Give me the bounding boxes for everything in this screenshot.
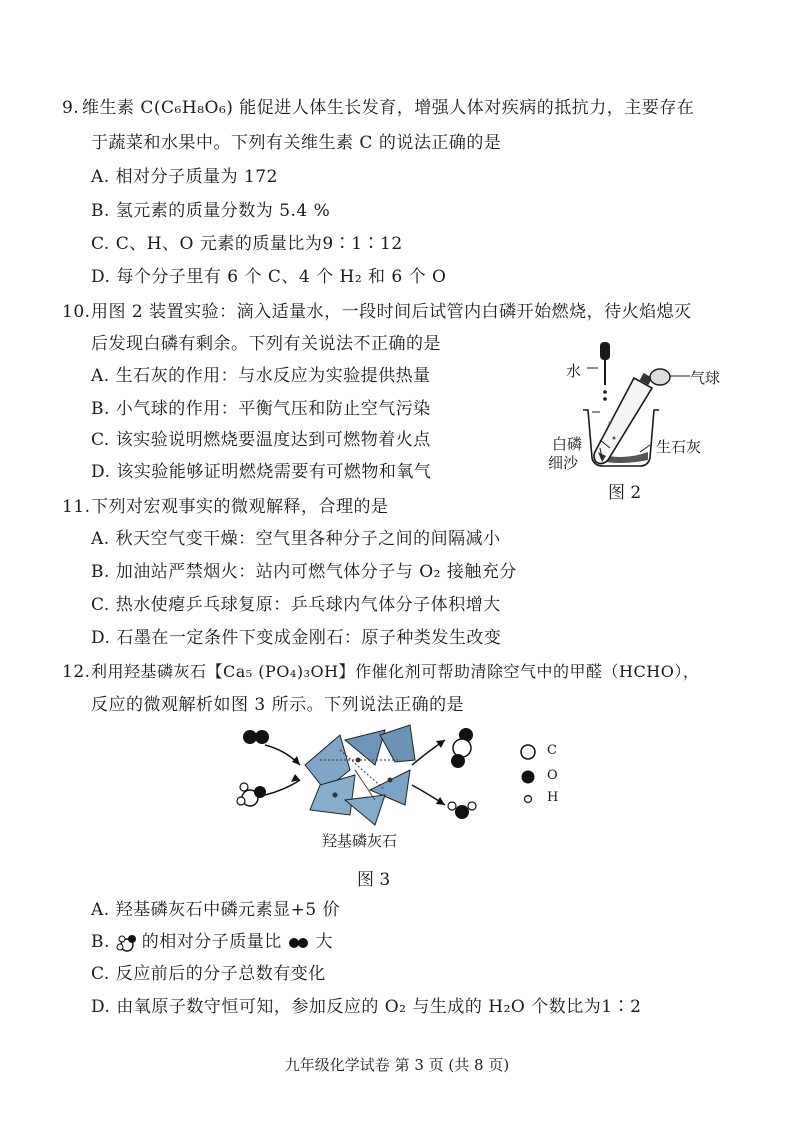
q9-stem-line2: 于蔬菜和水果中。下列有关维生素 C 的说法正确的是 [91,133,502,153]
label-water: 水 [566,362,582,380]
q11-number: 11. [62,497,91,517]
label-quicklime: 生石灰 [656,438,702,456]
oxygen-molecule-icon [243,730,269,744]
oxygen-inline-icon [288,936,310,950]
label-balloon: 气球 [690,369,721,387]
q11-option-c: C. 热水使瘪乒乓球复原：乒乓球内气体分子体积增大 [91,595,501,615]
q9-stem-line1: 维生素 C(C₆H₈O₆) 能促进人体生长发育，增强人体对疾病的抵抗力，主要存在 [82,98,695,118]
q12-option-b [91,932,333,953]
formaldehyde-molecule-icon [237,783,266,806]
q11-stem-line1: 下列对宏观事实的微观解释，合理的是 [91,497,389,517]
q10-option-c: C. 该实验说明燃烧要温度达到可燃物着火点 [91,430,431,450]
q12-option-b-text: 的相对分子质量比 [141,932,282,952]
test-tube-shape [594,378,652,464]
q9-option-c: C. C、H、O 元素的质量比为9∶1∶12 [91,234,403,254]
page-footer: 九年级化学试卷 第 3 页 (共 8 页) [284,1056,510,1074]
legend-hydrogen-icon [525,796,532,803]
dropper-icon [600,342,610,401]
catalyst-label: 羟基磷灰石 [322,832,398,850]
q12-option-d: D. 由氧原子数守恒可知，参加反应的 O₂ 与生成的 H₂O 个数比为1∶2 [91,997,642,1017]
q9-option-a: A. 相对分子质量为 172 [91,167,278,187]
q11-option-d: D. 石墨在一定条件下变成金刚石：原子种类发生改变 [91,628,502,648]
legend-h-label: H [547,790,559,805]
water-molecule-icon [448,802,476,819]
q12-stem-line2: 反应的微观解析如图 3 所示。下列说法正确的是 [91,695,465,715]
balloon-shape [640,369,670,385]
formaldehyde-inline-icon [116,933,136,953]
legend-c-label: C [547,743,557,758]
q12-number: 12. [62,662,91,682]
q9-option-b: B. 氢元素的质量分数为 5.4 % [91,201,331,221]
q12-option-b-prefix: B. [91,932,110,952]
q9-number: 9. [62,98,80,118]
q10-option-d: D. 该实验能够证明燃烧需要有可燃物和氧气 [91,462,432,482]
q12-option-a: A. 羟基磷灰石中磷元素显+5 价 [91,900,341,920]
q11-option-b: B. 加油站严禁烟火：站内可燃气体分子与 O₂ 接触充分 [91,562,517,582]
q12-option-b-suffix: 大 [315,932,334,952]
q11-option-a: A. 秋天空气变干燥：空气里各种分子之间的间隔减小 [91,529,501,549]
q9-option-d: D. 每个分子里有 6 个 C、4 个 H₂ 和 6 个 O [91,267,447,287]
q10-option-b: B. 小气球的作用：平衡气压和防止空气污染 [91,399,431,419]
q12-stem-line1: 利用羟基磷灰石【Ca₅ (PO₄)₃OH】作催化剂可帮助清除空气中的甲醛（HCHO）， [91,662,700,681]
figure-3-caption: 图 3 [357,870,391,890]
legend-carbon-icon [521,745,535,759]
q10-option-a: A. 生石灰的作用：与水反应为实验提供热量 [91,366,431,386]
label-fine-sand: 细沙 [548,454,579,472]
catalyst-crystal-icon [305,725,415,825]
beaker-shape [583,410,659,466]
figure-2-caption: 图 2 [608,483,642,503]
carbon-dioxide-molecule-icon [451,728,473,768]
legend-o-label: O [547,768,558,783]
q10-stem-line2: 后发现白磷有剩余。下列有关说法不正确的是 [91,334,441,354]
legend-oxygen-icon [522,771,535,784]
label-white-phosphorus: 白磷 [552,435,583,453]
q10-number: 10. [62,302,91,322]
q10-stem-line1: 用图 2 装置实验：滴入适量水，一段时间后试管内白磷开始燃烧，待火焰熄灭 [91,302,692,322]
q12-option-c: C. 反应前后的分子总数有变化 [91,964,326,984]
